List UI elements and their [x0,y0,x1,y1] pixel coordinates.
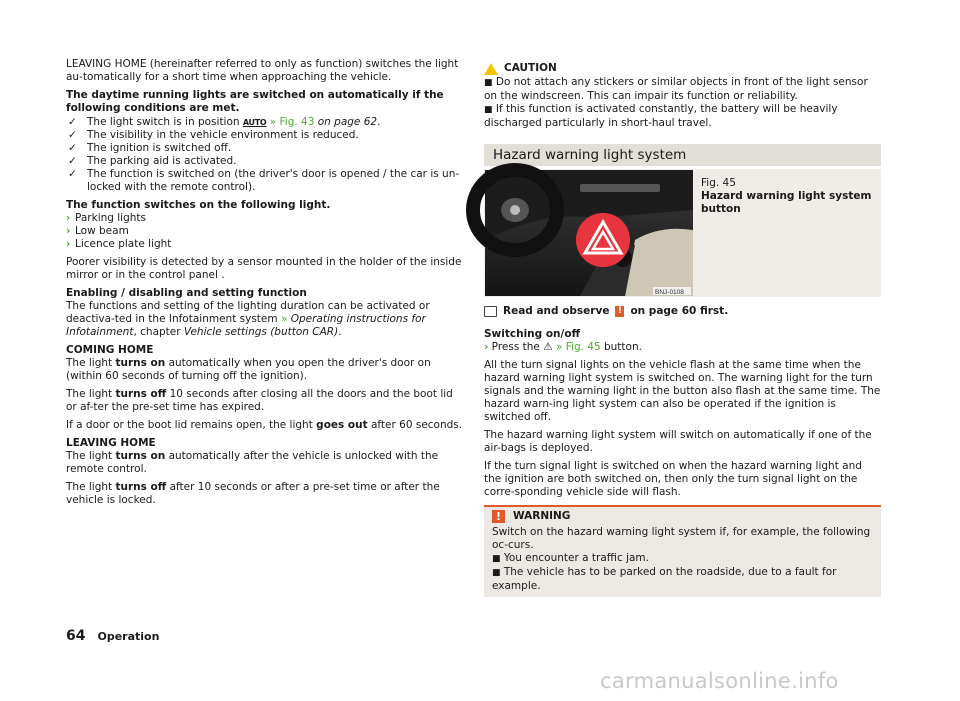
check-icon: ✓ [68,142,77,154]
daytime-heading: The daytime running lights are switched on automatically if the following conditions are met. [66,89,444,114]
page-footer [66,630,159,643]
flash-paragraph: All the turn signal lights on the vehicle flash at the same time when the hazard warning light system is switched on. The warning light for the turn signals and the warning light in the button also flash at the same time. The hazard warn-ing light system can also be operated if the ignition is switched off. [484,359,881,423]
square-bullet-icon: ■ [484,105,493,115]
auto-light-icon: AUTO [242,118,267,127]
caution-triangle-icon [484,63,498,75]
chevron-right-icon: › [66,238,71,250]
switches-heading: The function switches on the following light. [66,199,331,211]
condition-item: ✓ The parking aid is activated. [68,155,237,167]
figure-caption-text: Hazard warning light system button [701,190,872,215]
caution-block [484,62,881,130]
enabling-paragraph: Enabling / disabling and setting function The functions and setting of the lighting duration can be activated or deactiva-ted in the Infotainment system » Operating instructions for Infotainment, chapter Vehicle settings (button CAR). [66,287,430,338]
list-item: › Parking lights [66,212,147,224]
dashboard-illustration [485,170,693,296]
check-icon: ✓ [68,168,77,180]
switching-paragraph: Switching on/off › Press the ⚠ » Fig. 45 button. [484,328,642,353]
section-label: Operation [97,630,160,643]
left-column [66,58,464,512]
square-bullet-icon: ■ [484,78,493,88]
page-number: 64 [66,628,86,644]
list-item: › Licence plate light [66,238,172,250]
book-icon [484,306,497,317]
warning-title: WARNING [513,510,571,522]
fig-43-link[interactable]: » Fig. 43 [269,116,315,128]
caution-header [484,62,881,75]
warning-body [484,526,881,593]
read-and-observe: Read and observe ! on page 60 first. [484,305,881,318]
square-bullet-icon: ■ [492,554,501,564]
warning-reference-icon[interactable]: ! [615,306,624,317]
door-open-text: If a door or the boot lid remains open, the light goes out after 60 seconds. [66,419,463,431]
leaving-home-heading: LEAVING HOME [66,437,156,449]
figure-caption [693,169,881,297]
poor-visibility-text: Poorer visibility is detected by a sensor mounted in the holder of the inside mirror or in the control panel . [66,256,462,281]
switching-heading: Switching on/off [484,328,581,340]
figure-box [484,169,881,297]
caution-item: ■ Do not attach any stickers or similar objects in front of the light sensor on the windscreen. This can impair its function or reliability. [484,76,868,102]
square-bullet-icon: ■ [492,568,501,578]
right-column [484,62,881,597]
intro-paragraph: LEAVING HOME (hereinafter referred to only as function) switches the light au-tomatically for a short time when approaching the vehicle. [66,58,459,83]
chevron-right-icon: › [66,212,71,224]
condition-item: ✓ The light switch is in position AUTO » Fig. 43 on page 62. [68,116,381,128]
chevron-right-icon: › [66,225,71,237]
caution-title: CAUTION [504,62,557,74]
caution-item: ■ If this function is activated constantly, the battery will be heavily discharged particularly in short-haul travel. [484,103,838,129]
warning-item: ■ You encounter a traffic jam. [492,552,649,564]
warning-header [484,505,881,526]
lights-list [66,212,464,251]
warning-item: ■ The vehicle has to be parked on the roadside, due to a fault for example. [492,566,837,592]
watermark: carmanualsonline.info [600,669,839,693]
photo-code: BNJ-0108 [655,289,684,296]
exclamation-icon: ! [492,510,505,523]
enabling-heading: Enabling / disabling and setting function [66,287,307,299]
check-icon: ✓ [68,155,77,167]
check-icon: ✓ [68,116,77,128]
list-item: › Low beam [66,225,129,237]
warning-box [484,505,881,597]
leaving-home-off-text: The light turns off after 10 seconds or after a pre-set time or after the vehicle is locked. [66,481,440,506]
coming-home-heading: COMING HOME [66,344,154,356]
check-icon: ✓ [68,129,77,141]
condition-item: ✓ The visibility in the vehicle environment is reduced. [68,129,359,141]
turn-signal-paragraph: If the turn signal light is switched on when the hazard warning light and the ignition are both switched on, then only the turn signal light on the corre-sponding vehicle side will flash. [484,460,862,498]
airbag-paragraph: The hazard warning light system will switch on automatically if one of the air-bags is deployed. [484,429,872,454]
condition-item: ✓ The function is switched on (the driver's door is opened / the car is un-locked with the remote control). [68,168,460,193]
hazard-button-photo [485,170,693,296]
coming-home-paragraph: COMING HOME The light turns on automatically when you open the driver's door on (within 60 seconds of turning off the ignition). [66,344,431,382]
leaving-home-paragraph: LEAVING HOME The light turns on automatically after the vehicle is unlocked with the remote control. [66,437,439,475]
hazard-triangle-icon: ⚠ [543,341,553,353]
condition-item: ✓ The ignition is switched off. [68,142,232,154]
coming-home-off-text: The light turns off 10 seconds after closing all the doors and the boot lid or af-ter the pre-set time has expired. [66,388,453,413]
infotainment-link[interactable]: » [280,313,288,325]
fig-45-link[interactable]: » Fig. 45 [555,341,601,353]
conditions-list [66,116,464,194]
warning-text: Switch on the hazard warning light system if, for example, the following oc-curs. [492,526,871,551]
figure-label: Fig. 45 [701,177,736,189]
chevron-right-icon: › [484,341,489,353]
section-title: Hazard warning light system [484,144,881,166]
